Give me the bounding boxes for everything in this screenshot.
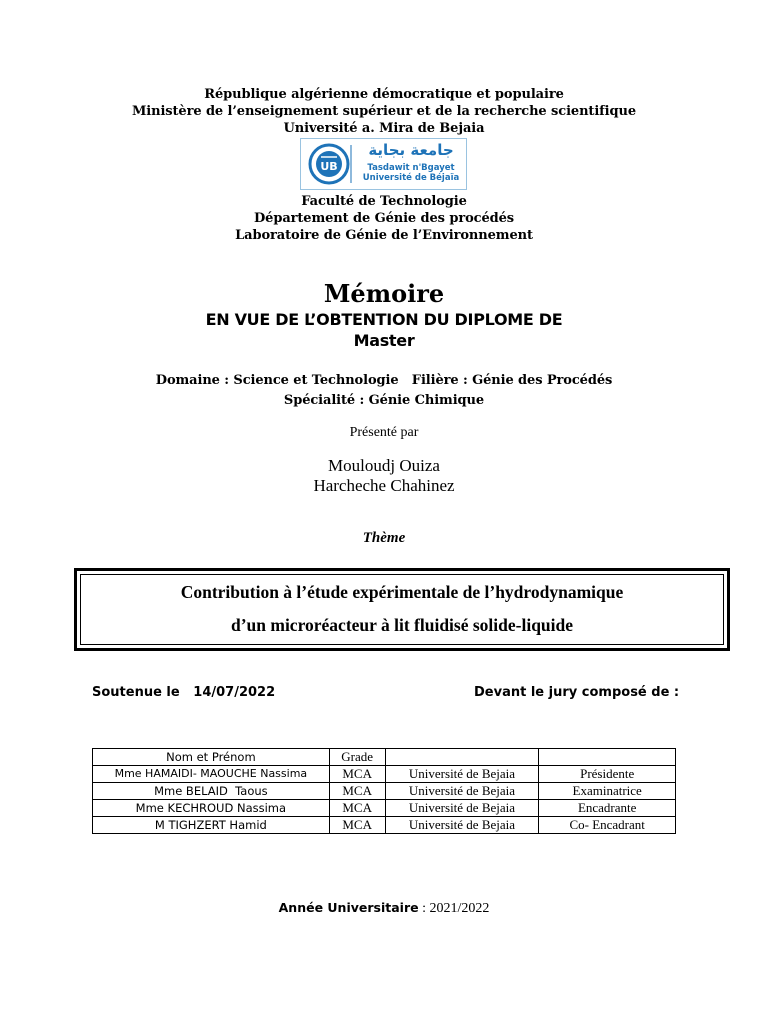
table-row bbox=[93, 817, 676, 834]
jury-table-header bbox=[93, 749, 676, 766]
jury-name: Mme HAMAIDI- MAOUCHE Nassima bbox=[93, 766, 330, 783]
laboratory: Laboratoire de Génie de l’Environnement bbox=[235, 228, 533, 243]
specialty-line: Spécialité : Génie Chimique bbox=[283, 393, 485, 408]
jury-institution: Université de Bejaia bbox=[385, 817, 539, 834]
header-grade: Grade bbox=[329, 749, 385, 766]
academic-year bbox=[0, 900, 768, 917]
faculty: Faculté de Technologie bbox=[301, 194, 467, 209]
header-role bbox=[539, 749, 676, 766]
jury-role: Co- Encadrant bbox=[539, 817, 676, 834]
degree-title: Master bbox=[353, 331, 415, 350]
university-logo bbox=[300, 138, 467, 190]
table-row bbox=[93, 783, 676, 800]
author-1: Mouloudj Ouiza bbox=[328, 456, 440, 475]
jury-institution: Université de Bejaia bbox=[385, 800, 539, 817]
jury-institution: Université de Bejaia bbox=[385, 783, 539, 800]
jury-grade: MCA bbox=[329, 783, 385, 800]
jury-grade: MCA bbox=[329, 766, 385, 783]
jury-role: Encadrante bbox=[539, 800, 676, 817]
theme-label: Thème bbox=[362, 530, 406, 546]
academic-year-value: : 2021/2022 bbox=[418, 901, 490, 916]
header-ministry: Ministère de l’enseignement supérieur et de la recherche scientifique bbox=[131, 104, 637, 119]
domain-line: Domaine : Science et Technologie Filière : Génie des Procédés bbox=[155, 373, 613, 388]
jury-grade: MCA bbox=[329, 817, 385, 834]
table-row bbox=[93, 800, 676, 817]
defense-date: Soutenue le 14/07/2022 bbox=[92, 685, 276, 700]
header-name: Nom et Prénom bbox=[93, 749, 330, 766]
theme-line-2: d’un microréacteur à lit fluidisé solide-liquide bbox=[230, 615, 574, 635]
presented-by-label: Présenté par bbox=[349, 425, 419, 440]
logo-monogram: UB bbox=[320, 160, 338, 173]
logo-latin-line2: Université de Béjaïa bbox=[362, 173, 460, 183]
jury-label: Devant le jury composé de : bbox=[474, 685, 680, 700]
theme-line-1: Contribution à l’étude expérimentale de l’hydrodynamique bbox=[180, 582, 624, 602]
jury-name: M TIGHZERT Hamid bbox=[93, 817, 330, 834]
logo-arabic-text: جامعة بجاية bbox=[368, 141, 454, 159]
header-university: Université a. Mira de Bejaia bbox=[283, 121, 485, 136]
memoire-title: Mémoire bbox=[323, 279, 445, 308]
author-2: Harcheche Chahinez bbox=[313, 476, 455, 495]
table-row bbox=[93, 766, 676, 783]
theme-box bbox=[74, 568, 730, 651]
academic-year-label: Année Universitaire bbox=[278, 900, 419, 915]
jury-table bbox=[92, 748, 676, 834]
jury-grade: MCA bbox=[329, 800, 385, 817]
jury-name: Mme BELAID Taous bbox=[93, 783, 330, 800]
jury-name: Mme KECHROUD Nassima bbox=[93, 800, 330, 817]
jury-role: Présidente bbox=[539, 766, 676, 783]
jury-institution: Université de Bejaia bbox=[385, 766, 539, 783]
header-institution bbox=[385, 749, 539, 766]
header-republic: République algérienne démocratique et populaire bbox=[204, 87, 564, 102]
logo-latin-line1: Tasdawit n'Bgayet bbox=[367, 163, 455, 173]
jury-role: Examinatrice bbox=[539, 783, 676, 800]
department: Département de Génie des procédés bbox=[253, 211, 515, 226]
diploma-subtitle: EN VUE DE L’OBTENTION DU DIPLOME DE bbox=[205, 310, 563, 329]
